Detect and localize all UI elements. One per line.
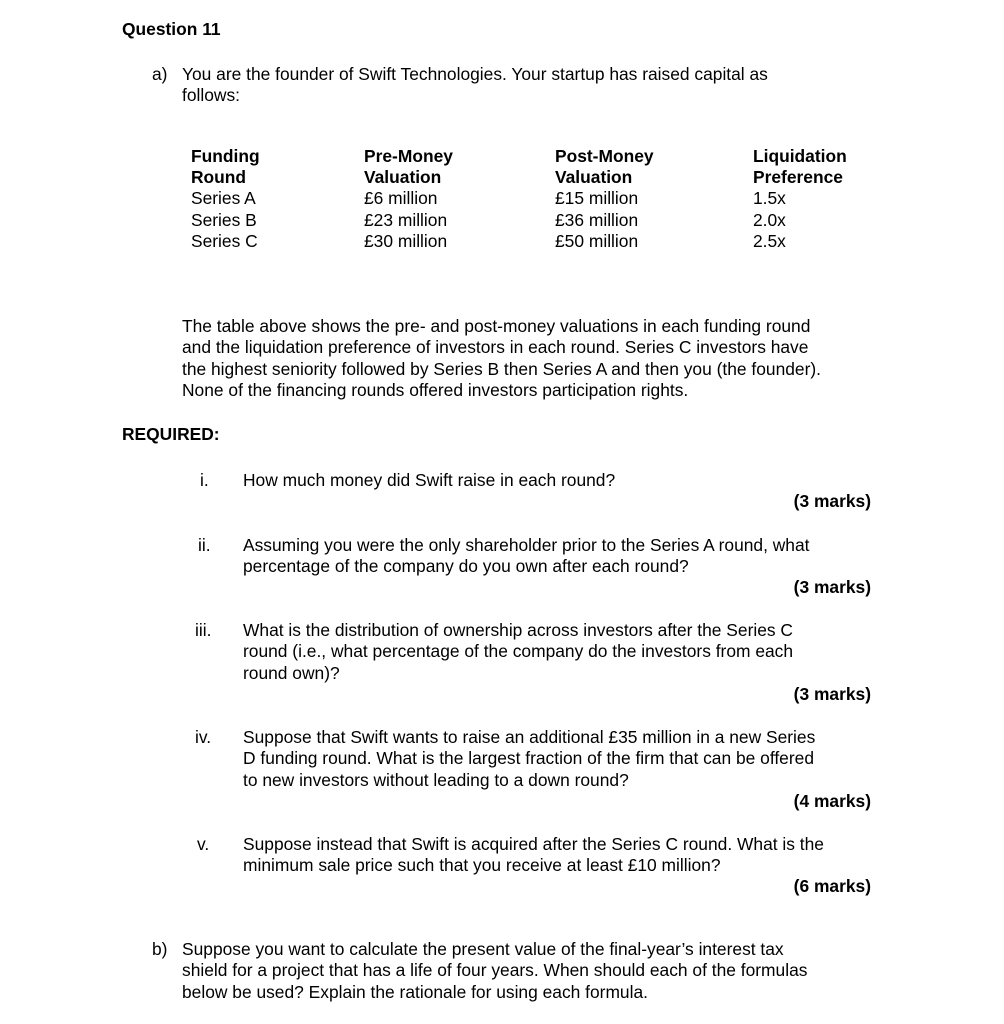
- question-text: Suppose instead that Swift is acquired after the Series C round. What is the minimum sale price such that you receive at least £10 million?: [243, 834, 824, 876]
- table-header-liquidation: Liquidation Preference: [753, 146, 847, 188]
- required-heading: REQUIRED:: [122, 424, 220, 444]
- question-text: What is the distribution of ownership across investors after the Series C round (i.e., what percentage of the company do the investors from each round own)?: [243, 620, 794, 683]
- part-a-intro-line: You are the founder of Swift Technologies. Your startup has raised capital as: [182, 64, 768, 84]
- marks-label: (6 marks): [793, 876, 871, 896]
- part-b-line: Suppose you want to calculate the present value of the final-year’s interest tax: [182, 939, 784, 959]
- table-cell: 2.0x: [753, 210, 786, 230]
- page-title: Question 11: [122, 19, 221, 39]
- table-cell: £36 million: [555, 210, 639, 230]
- question-text: How much money did Swift raise in each round?: [243, 470, 616, 490]
- part-b-line: shield for a project that has a life of four years. When should each of the formulas: [182, 960, 808, 981]
- table-cell: £50 million: [555, 231, 639, 251]
- table-header-funding-round: Funding Round: [191, 146, 260, 188]
- part-b-line: below be used? Explain the rationale for using each formula.: [182, 981, 648, 1002]
- part-a-intro: [182, 64, 882, 107]
- table-cell: Series C: [191, 231, 258, 251]
- part-b-label: b): [152, 939, 168, 959]
- question-text: Assuming you were the only shareholder prior to the Series A round, what percentage of the company do you own after each round?: [243, 535, 810, 577]
- question-number: iv.: [195, 727, 212, 747]
- table-cell: Series B: [191, 210, 257, 230]
- part-a-label: a): [152, 64, 168, 84]
- table-cell: Series A: [191, 188, 256, 208]
- marks-label: (3 marks): [793, 684, 871, 704]
- description-line: and the liquidation preference of investors in each round. Series C investors have: [182, 337, 809, 358]
- question-number: ii.: [198, 535, 211, 555]
- part-b-text: [182, 939, 902, 1003]
- description-line: The table above shows the pre- and post-money valuations in each funding round: [182, 316, 811, 336]
- question-number: i.: [200, 470, 209, 490]
- question-number: iii.: [195, 620, 212, 640]
- part-a-intro-line: follows:: [182, 85, 240, 106]
- description-line: None of the financing rounds offered investors participation rights.: [182, 380, 689, 401]
- funding-table: [0, 146, 1004, 256]
- table-cell: 2.5x: [753, 231, 786, 251]
- table-cell: £6 million: [364, 188, 438, 208]
- table-header-post-money: Post-Money Valuation: [555, 146, 654, 188]
- table-cell: £15 million: [555, 188, 639, 208]
- question-number: v.: [197, 834, 210, 854]
- table-description: [182, 316, 902, 402]
- description-line: the highest seniority followed by Series B then Series A and then you (the founder).: [182, 358, 822, 379]
- question-text: Suppose that Swift wants to raise an additional £35 million in a new Series D funding round. What is the largest fraction of the firm that can be offered to new investors without leading to a down round?: [243, 727, 816, 790]
- marks-label: (3 marks): [793, 491, 871, 511]
- marks-label: (4 marks): [793, 791, 871, 811]
- table-cell: 1.5x: [753, 188, 786, 208]
- marks-label: (3 marks): [793, 577, 871, 597]
- table-header-pre-money: Pre-Money Valuation: [364, 146, 453, 188]
- table-cell: £30 million: [364, 231, 448, 251]
- table-cell: £23 million: [364, 210, 448, 230]
